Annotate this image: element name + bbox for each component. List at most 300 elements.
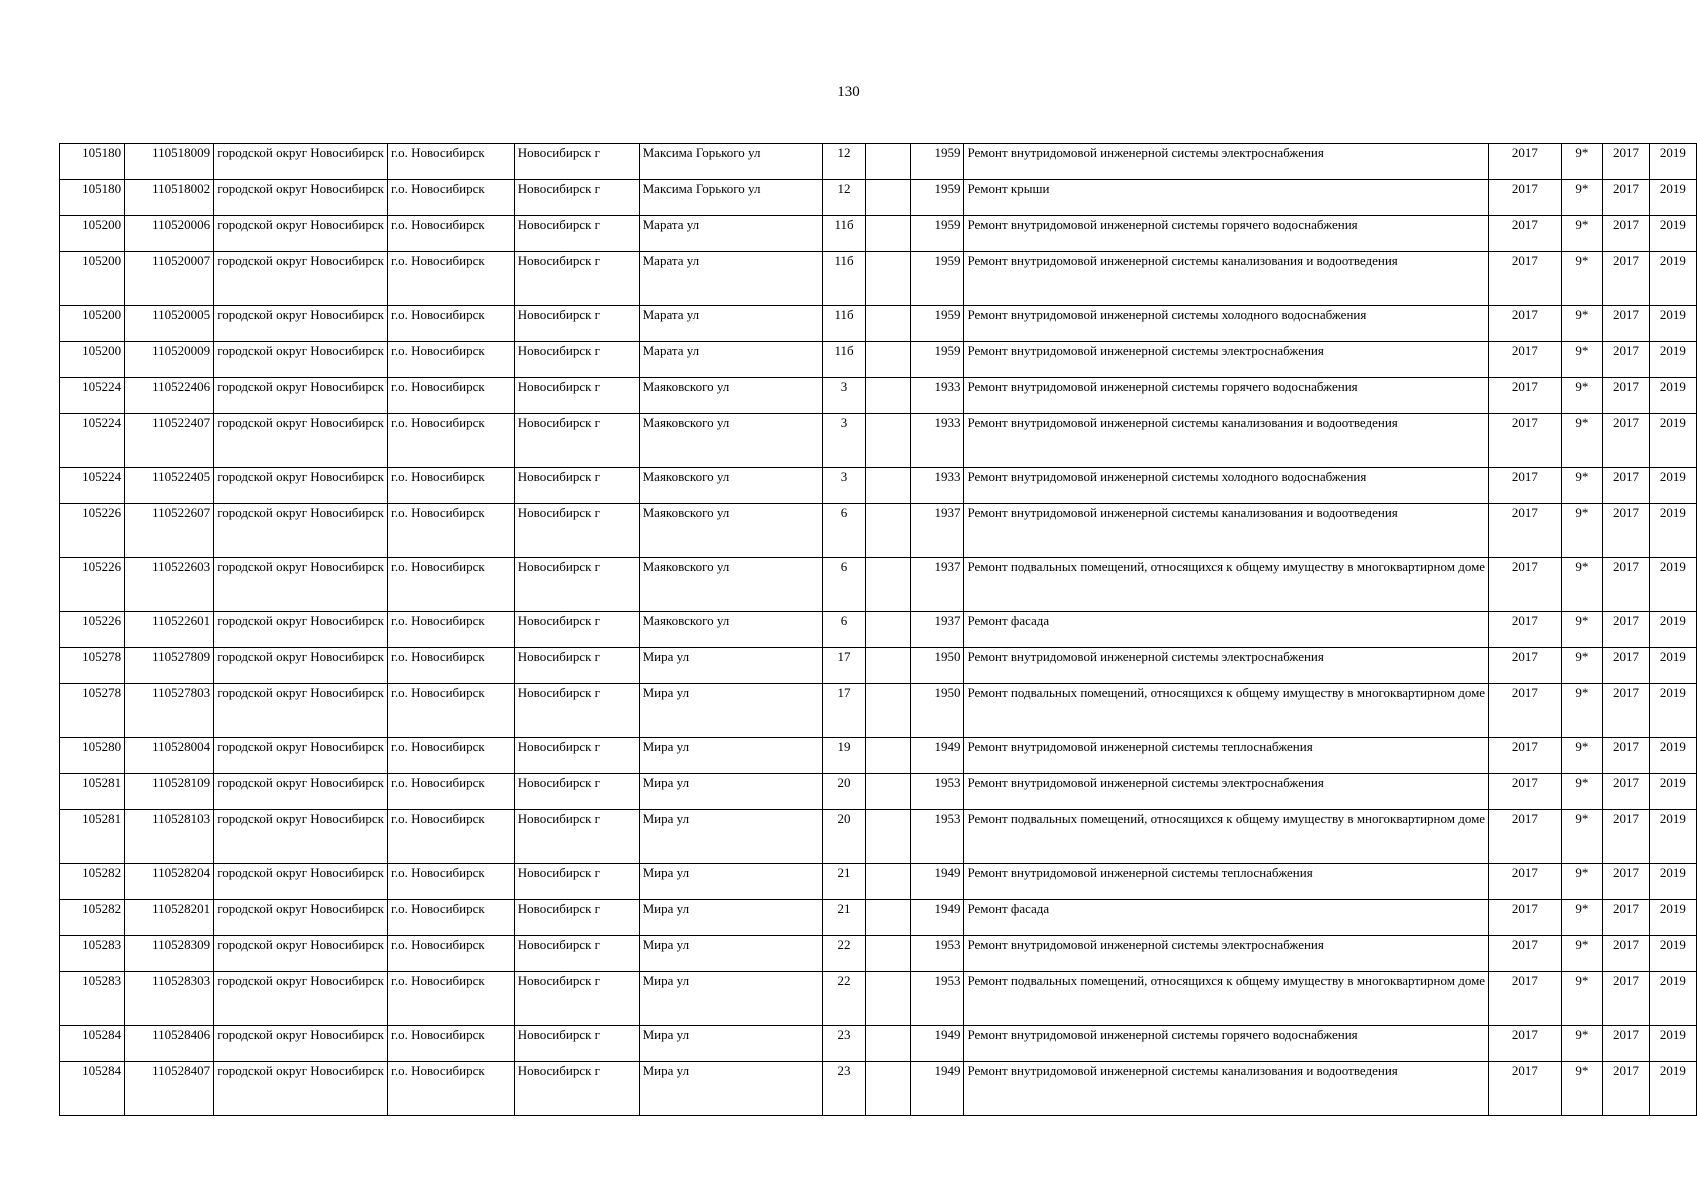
cell-end-year: 2019 bbox=[1649, 648, 1696, 684]
cell-start-year: 2017 bbox=[1603, 900, 1650, 936]
cell-district: г.о. Новосибирск bbox=[387, 558, 514, 612]
cell-district: г.о. Новосибирск bbox=[387, 1062, 514, 1116]
cell-locality: Новосибирск г bbox=[514, 684, 639, 738]
cell-locality: Новосибирск г bbox=[514, 504, 639, 558]
cell-start-year: 2017 bbox=[1603, 144, 1650, 180]
cell-end-year: 2019 bbox=[1649, 900, 1696, 936]
cell-code: 9* bbox=[1561, 378, 1603, 414]
cell-start-year: 2017 bbox=[1603, 342, 1650, 378]
cell-plan-year: 2017 bbox=[1489, 972, 1561, 1026]
cell-municipality: городской округ Новосибирск bbox=[214, 1026, 388, 1062]
cell-code: 9* bbox=[1561, 558, 1603, 612]
cell-street: Марата ул bbox=[639, 342, 822, 378]
cell-row-id: 105278 bbox=[60, 684, 125, 738]
cell-end-year: 2019 bbox=[1649, 810, 1696, 864]
cell-building bbox=[866, 252, 911, 306]
cell-start-year: 2017 bbox=[1603, 306, 1650, 342]
cell-street: Мира ул bbox=[639, 774, 822, 810]
cell-start-year: 2017 bbox=[1603, 738, 1650, 774]
cell-locality: Новосибирск г bbox=[514, 1062, 639, 1116]
cell-code: 9* bbox=[1561, 468, 1603, 504]
cell-work-id: 110522603 bbox=[125, 558, 214, 612]
cell-build-year: 1933 bbox=[911, 468, 964, 504]
cell-start-year: 2017 bbox=[1603, 684, 1650, 738]
page-number: 130 bbox=[837, 84, 860, 100]
cell-district: г.о. Новосибирск bbox=[387, 684, 514, 738]
cell-building bbox=[866, 468, 911, 504]
cell-row-id: 105224 bbox=[60, 414, 125, 468]
cell-district: г.о. Новосибирск bbox=[387, 378, 514, 414]
cell-code: 9* bbox=[1561, 1062, 1603, 1116]
cell-work-type: Ремонт внутридомовой инженерной системы электроснабжения bbox=[964, 144, 1489, 180]
cell-plan-year: 2017 bbox=[1489, 144, 1561, 180]
cell-code: 9* bbox=[1561, 414, 1603, 468]
table-row bbox=[60, 810, 1697, 864]
cell-building bbox=[866, 180, 911, 216]
cell-work-id: 110528406 bbox=[125, 1026, 214, 1062]
table-row bbox=[60, 180, 1697, 216]
cell-house-number: 21 bbox=[822, 900, 866, 936]
cell-work-id: 110520005 bbox=[125, 306, 214, 342]
cell-plan-year: 2017 bbox=[1489, 900, 1561, 936]
cell-district: г.о. Новосибирск bbox=[387, 810, 514, 864]
cell-locality: Новосибирск г bbox=[514, 648, 639, 684]
table-row bbox=[60, 648, 1697, 684]
cell-work-id: 110528407 bbox=[125, 1062, 214, 1116]
cell-plan-year: 2017 bbox=[1489, 306, 1561, 342]
cell-end-year: 2019 bbox=[1649, 414, 1696, 468]
cell-code: 9* bbox=[1561, 900, 1603, 936]
cell-row-id: 105226 bbox=[60, 612, 125, 648]
cell-locality: Новосибирск г bbox=[514, 864, 639, 900]
cell-work-type: Ремонт внутридомовой инженерной системы теплоснабжения bbox=[964, 864, 1489, 900]
cell-district: г.о. Новосибирск bbox=[387, 864, 514, 900]
table-body bbox=[60, 144, 1697, 1116]
table-row bbox=[60, 684, 1697, 738]
cell-code: 9* bbox=[1561, 864, 1603, 900]
cell-municipality: городской округ Новосибирск bbox=[214, 1062, 388, 1116]
cell-building bbox=[866, 774, 911, 810]
cell-municipality: городской округ Новосибирск bbox=[214, 972, 388, 1026]
table-row bbox=[60, 864, 1697, 900]
cell-plan-year: 2017 bbox=[1489, 180, 1561, 216]
cell-work-id: 110528109 bbox=[125, 774, 214, 810]
cell-end-year: 2019 bbox=[1649, 504, 1696, 558]
table-row bbox=[60, 900, 1697, 936]
cell-start-year: 2017 bbox=[1603, 558, 1650, 612]
cell-end-year: 2019 bbox=[1649, 144, 1696, 180]
cell-district: г.о. Новосибирск bbox=[387, 972, 514, 1026]
cell-row-id: 105226 bbox=[60, 504, 125, 558]
cell-work-type: Ремонт внутридомовой инженерной системы электроснабжения bbox=[964, 342, 1489, 378]
cell-code: 9* bbox=[1561, 648, 1603, 684]
cell-locality: Новосибирск г bbox=[514, 180, 639, 216]
cell-row-id: 105281 bbox=[60, 810, 125, 864]
cell-district: г.о. Новосибирск bbox=[387, 612, 514, 648]
cell-locality: Новосибирск г bbox=[514, 306, 639, 342]
table-row bbox=[60, 342, 1697, 378]
cell-start-year: 2017 bbox=[1603, 648, 1650, 684]
table-row bbox=[60, 972, 1697, 1026]
cell-building bbox=[866, 1062, 911, 1116]
cell-work-id: 110520007 bbox=[125, 252, 214, 306]
cell-work-type: Ремонт внутридомовой инженерной системы электроснабжения bbox=[964, 936, 1489, 972]
cell-street: Марата ул bbox=[639, 306, 822, 342]
cell-code: 9* bbox=[1561, 774, 1603, 810]
cell-locality: Новосибирск г bbox=[514, 144, 639, 180]
cell-street: Мира ул bbox=[639, 864, 822, 900]
cell-row-id: 105278 bbox=[60, 648, 125, 684]
cell-work-id: 110528004 bbox=[125, 738, 214, 774]
cell-work-type: Ремонт крыши bbox=[964, 180, 1489, 216]
table-row bbox=[60, 216, 1697, 252]
cell-district: г.о. Новосибирск bbox=[387, 1026, 514, 1062]
cell-code: 9* bbox=[1561, 342, 1603, 378]
cell-code: 9* bbox=[1561, 1026, 1603, 1062]
cell-municipality: городской округ Новосибирск bbox=[214, 936, 388, 972]
cell-locality: Новосибирск г bbox=[514, 468, 639, 504]
cell-work-id: 110528204 bbox=[125, 864, 214, 900]
cell-house-number: 22 bbox=[822, 972, 866, 1026]
cell-house-number: 11б bbox=[822, 306, 866, 342]
cell-plan-year: 2017 bbox=[1489, 612, 1561, 648]
cell-code: 9* bbox=[1561, 972, 1603, 1026]
cell-locality: Новосибирск г bbox=[514, 414, 639, 468]
cell-start-year: 2017 bbox=[1603, 972, 1650, 1026]
cell-end-year: 2019 bbox=[1649, 216, 1696, 252]
cell-street: Мира ул bbox=[639, 1062, 822, 1116]
cell-plan-year: 2017 bbox=[1489, 504, 1561, 558]
cell-build-year: 1959 bbox=[911, 252, 964, 306]
cell-municipality: городской округ Новосибирск bbox=[214, 612, 388, 648]
cell-street: Мира ул bbox=[639, 648, 822, 684]
cell-work-id: 110522607 bbox=[125, 504, 214, 558]
cell-build-year: 1949 bbox=[911, 1026, 964, 1062]
cell-build-year: 1933 bbox=[911, 414, 964, 468]
table-row bbox=[60, 612, 1697, 648]
cell-plan-year: 2017 bbox=[1489, 468, 1561, 504]
cell-house-number: 3 bbox=[822, 414, 866, 468]
cell-work-id: 110528201 bbox=[125, 900, 214, 936]
cell-start-year: 2017 bbox=[1603, 612, 1650, 648]
cell-build-year: 1953 bbox=[911, 972, 964, 1026]
cell-house-number: 3 bbox=[822, 468, 866, 504]
cell-work-id: 110528303 bbox=[125, 972, 214, 1026]
cell-street: Маяковского ул bbox=[639, 558, 822, 612]
cell-district: г.о. Новосибирск bbox=[387, 468, 514, 504]
cell-building bbox=[866, 648, 911, 684]
cell-row-id: 105282 bbox=[60, 864, 125, 900]
cell-row-id: 105282 bbox=[60, 900, 125, 936]
cell-district: г.о. Новосибирск bbox=[387, 900, 514, 936]
table-row bbox=[60, 1026, 1697, 1062]
cell-street: Маяковского ул bbox=[639, 378, 822, 414]
cell-municipality: городской округ Новосибирск bbox=[214, 864, 388, 900]
cell-building bbox=[866, 558, 911, 612]
cell-work-type: Ремонт фасада bbox=[964, 612, 1489, 648]
cell-house-number: 23 bbox=[822, 1062, 866, 1116]
cell-municipality: городской округ Новосибирск bbox=[214, 468, 388, 504]
cell-locality: Новосибирск г bbox=[514, 216, 639, 252]
cell-build-year: 1959 bbox=[911, 180, 964, 216]
cell-district: г.о. Новосибирск bbox=[387, 144, 514, 180]
cell-end-year: 2019 bbox=[1649, 306, 1696, 342]
cell-municipality: городской округ Новосибирск bbox=[214, 558, 388, 612]
cell-locality: Новосибирск г bbox=[514, 558, 639, 612]
cell-municipality: городской округ Новосибирск bbox=[214, 414, 388, 468]
cell-plan-year: 2017 bbox=[1489, 1026, 1561, 1062]
cell-build-year: 1953 bbox=[911, 774, 964, 810]
cell-code: 9* bbox=[1561, 810, 1603, 864]
cell-row-id: 105200 bbox=[60, 306, 125, 342]
table-row bbox=[60, 306, 1697, 342]
cell-municipality: городской округ Новосибирск bbox=[214, 216, 388, 252]
cell-work-type: Ремонт подвальных помещений, относящихся к общему имуществу в многоквартирном доме bbox=[964, 684, 1489, 738]
cell-house-number: 11б bbox=[822, 216, 866, 252]
cell-street: Мира ул bbox=[639, 900, 822, 936]
cell-work-type: Ремонт внутридомовой инженерной системы канализования и водоотведения bbox=[964, 414, 1489, 468]
cell-row-id: 105200 bbox=[60, 342, 125, 378]
cell-street: Максима Горького ул bbox=[639, 144, 822, 180]
cell-street: Мира ул bbox=[639, 810, 822, 864]
cell-street: Маяковского ул bbox=[639, 612, 822, 648]
cell-plan-year: 2017 bbox=[1489, 648, 1561, 684]
cell-end-year: 2019 bbox=[1649, 180, 1696, 216]
cell-start-year: 2017 bbox=[1603, 774, 1650, 810]
cell-end-year: 2019 bbox=[1649, 342, 1696, 378]
cell-work-id: 110522405 bbox=[125, 468, 214, 504]
cell-start-year: 2017 bbox=[1603, 414, 1650, 468]
cell-building bbox=[866, 342, 911, 378]
cell-house-number: 11б bbox=[822, 252, 866, 306]
cell-work-type: Ремонт подвальных помещений, относящихся к общему имуществу в многоквартирном доме bbox=[964, 558, 1489, 612]
cell-row-id: 105226 bbox=[60, 558, 125, 612]
cell-house-number: 20 bbox=[822, 810, 866, 864]
cell-house-number: 17 bbox=[822, 648, 866, 684]
cell-plan-year: 2017 bbox=[1489, 774, 1561, 810]
cell-municipality: городской округ Новосибирск bbox=[214, 648, 388, 684]
cell-work-id: 110520006 bbox=[125, 216, 214, 252]
cell-street: Мира ул bbox=[639, 684, 822, 738]
cell-plan-year: 2017 bbox=[1489, 414, 1561, 468]
cell-building bbox=[866, 378, 911, 414]
cell-building bbox=[866, 864, 911, 900]
cell-end-year: 2019 bbox=[1649, 378, 1696, 414]
cell-plan-year: 2017 bbox=[1489, 252, 1561, 306]
cell-row-id: 105284 bbox=[60, 1062, 125, 1116]
cell-house-number: 19 bbox=[822, 738, 866, 774]
table-row bbox=[60, 774, 1697, 810]
cell-work-type: Ремонт внутридомовой инженерной системы горячего водоснабжения bbox=[964, 1026, 1489, 1062]
cell-build-year: 1937 bbox=[911, 558, 964, 612]
cell-row-id: 105200 bbox=[60, 216, 125, 252]
cell-plan-year: 2017 bbox=[1489, 378, 1561, 414]
cell-locality: Новосибирск г bbox=[514, 900, 639, 936]
cell-plan-year: 2017 bbox=[1489, 936, 1561, 972]
cell-build-year: 1949 bbox=[911, 900, 964, 936]
cell-build-year: 1949 bbox=[911, 738, 964, 774]
cell-code: 9* bbox=[1561, 144, 1603, 180]
cell-start-year: 2017 bbox=[1603, 810, 1650, 864]
cell-district: г.о. Новосибирск bbox=[387, 342, 514, 378]
cell-end-year: 2019 bbox=[1649, 1026, 1696, 1062]
table-row bbox=[60, 738, 1697, 774]
cell-district: г.о. Новосибирск bbox=[387, 936, 514, 972]
cell-build-year: 1950 bbox=[911, 684, 964, 738]
cell-building bbox=[866, 684, 911, 738]
cell-house-number: 17 bbox=[822, 684, 866, 738]
cell-building bbox=[866, 936, 911, 972]
cell-work-type: Ремонт внутридомовой инженерной системы теплоснабжения bbox=[964, 738, 1489, 774]
cell-end-year: 2019 bbox=[1649, 864, 1696, 900]
cell-work-type: Ремонт внутридомовой инженерной системы канализования и водоотведения bbox=[964, 252, 1489, 306]
cell-build-year: 1933 bbox=[911, 378, 964, 414]
cell-start-year: 2017 bbox=[1603, 252, 1650, 306]
cell-row-id: 105180 bbox=[60, 144, 125, 180]
cell-municipality: городской округ Новосибирск bbox=[214, 504, 388, 558]
cell-work-type: Ремонт фасада bbox=[964, 900, 1489, 936]
cell-municipality: городской округ Новосибирск bbox=[214, 810, 388, 864]
cell-start-year: 2017 bbox=[1603, 1062, 1650, 1116]
cell-work-type: Ремонт внутридомовой инженерной системы горячего водоснабжения bbox=[964, 216, 1489, 252]
cell-district: г.о. Новосибирск bbox=[387, 504, 514, 558]
cell-municipality: городской округ Новосибирск bbox=[214, 738, 388, 774]
cell-work-type: Ремонт внутридомовой инженерной системы электроснабжения bbox=[964, 774, 1489, 810]
cell-work-id: 110527803 bbox=[125, 684, 214, 738]
cell-locality: Новосибирск г bbox=[514, 810, 639, 864]
cell-street: Марата ул bbox=[639, 216, 822, 252]
cell-house-number: 12 bbox=[822, 144, 866, 180]
cell-plan-year: 2017 bbox=[1489, 738, 1561, 774]
cell-start-year: 2017 bbox=[1603, 216, 1650, 252]
cell-district: г.о. Новосибирск bbox=[387, 414, 514, 468]
cell-work-id: 110522407 bbox=[125, 414, 214, 468]
cell-municipality: городской округ Новосибирск bbox=[214, 342, 388, 378]
cell-code: 9* bbox=[1561, 612, 1603, 648]
cell-district: г.о. Новосибирск bbox=[387, 738, 514, 774]
cell-build-year: 1937 bbox=[911, 612, 964, 648]
cell-locality: Новосибирск г bbox=[514, 936, 639, 972]
cell-street: Мира ул bbox=[639, 936, 822, 972]
cell-locality: Новосибирск г bbox=[514, 378, 639, 414]
cell-build-year: 1949 bbox=[911, 864, 964, 900]
cell-street: Мира ул bbox=[639, 738, 822, 774]
table-row bbox=[60, 468, 1697, 504]
cell-municipality: городской округ Новосибирск bbox=[214, 144, 388, 180]
cell-code: 9* bbox=[1561, 180, 1603, 216]
cell-work-type: Ремонт подвальных помещений, относящихся к общему имуществу в многоквартирном доме bbox=[964, 810, 1489, 864]
cell-plan-year: 2017 bbox=[1489, 864, 1561, 900]
cell-code: 9* bbox=[1561, 936, 1603, 972]
cell-house-number: 3 bbox=[822, 378, 866, 414]
cell-district: г.о. Новосибирск bbox=[387, 648, 514, 684]
cell-code: 9* bbox=[1561, 738, 1603, 774]
cell-plan-year: 2017 bbox=[1489, 558, 1561, 612]
cell-end-year: 2019 bbox=[1649, 252, 1696, 306]
cell-start-year: 2017 bbox=[1603, 468, 1650, 504]
cell-start-year: 2017 bbox=[1603, 378, 1650, 414]
cell-municipality: городской округ Новосибирск bbox=[214, 774, 388, 810]
cell-work-type: Ремонт внутридомовой инженерной системы канализования и водоотведения bbox=[964, 504, 1489, 558]
cell-house-number: 20 bbox=[822, 774, 866, 810]
cell-work-id: 110522406 bbox=[125, 378, 214, 414]
table-row bbox=[60, 144, 1697, 180]
cell-code: 9* bbox=[1561, 684, 1603, 738]
cell-building bbox=[866, 612, 911, 648]
cell-start-year: 2017 bbox=[1603, 504, 1650, 558]
cell-end-year: 2019 bbox=[1649, 684, 1696, 738]
cell-building bbox=[866, 144, 911, 180]
cell-locality: Новосибирск г bbox=[514, 252, 639, 306]
cell-locality: Новосибирск г bbox=[514, 738, 639, 774]
cell-work-id: 110518002 bbox=[125, 180, 214, 216]
cell-locality: Новосибирск г bbox=[514, 1026, 639, 1062]
table-row bbox=[60, 378, 1697, 414]
cell-street: Марата ул bbox=[639, 252, 822, 306]
cell-work-id: 110528103 bbox=[125, 810, 214, 864]
cell-district: г.о. Новосибирск bbox=[387, 774, 514, 810]
cell-street: Максима Горького ул bbox=[639, 180, 822, 216]
table-row bbox=[60, 936, 1697, 972]
cell-work-id: 110520009 bbox=[125, 342, 214, 378]
cell-end-year: 2019 bbox=[1649, 972, 1696, 1026]
cell-start-year: 2017 bbox=[1603, 936, 1650, 972]
cell-build-year: 1959 bbox=[911, 342, 964, 378]
cell-end-year: 2019 bbox=[1649, 612, 1696, 648]
cell-municipality: городской округ Новосибирск bbox=[214, 252, 388, 306]
cell-house-number: 21 bbox=[822, 864, 866, 900]
cell-end-year: 2019 bbox=[1649, 738, 1696, 774]
repair-schedule-table bbox=[59, 143, 1697, 1116]
cell-district: г.о. Новосибирск bbox=[387, 252, 514, 306]
cell-build-year: 1953 bbox=[911, 810, 964, 864]
cell-end-year: 2019 bbox=[1649, 936, 1696, 972]
cell-code: 9* bbox=[1561, 252, 1603, 306]
cell-house-number: 6 bbox=[822, 558, 866, 612]
cell-code: 9* bbox=[1561, 216, 1603, 252]
cell-build-year: 1950 bbox=[911, 648, 964, 684]
cell-house-number: 23 bbox=[822, 1026, 866, 1062]
cell-building bbox=[866, 414, 911, 468]
cell-build-year: 1959 bbox=[911, 216, 964, 252]
table-row bbox=[60, 504, 1697, 558]
cell-street: Маяковского ул bbox=[639, 468, 822, 504]
cell-row-id: 105200 bbox=[60, 252, 125, 306]
table-row bbox=[60, 252, 1697, 306]
cell-work-type: Ремонт внутридомовой инженерной системы канализования и водоотведения bbox=[964, 1062, 1489, 1116]
cell-locality: Новосибирск г bbox=[514, 774, 639, 810]
cell-work-id: 110518009 bbox=[125, 144, 214, 180]
cell-build-year: 1953 bbox=[911, 936, 964, 972]
cell-building bbox=[866, 972, 911, 1026]
cell-locality: Новосибирск г bbox=[514, 972, 639, 1026]
cell-municipality: городской округ Новосибирск bbox=[214, 180, 388, 216]
cell-work-type: Ремонт внутридомовой инженерной системы холодного водоснабжения bbox=[964, 468, 1489, 504]
cell-end-year: 2019 bbox=[1649, 1062, 1696, 1116]
cell-build-year: 1937 bbox=[911, 504, 964, 558]
cell-work-id: 110522601 bbox=[125, 612, 214, 648]
table-row bbox=[60, 414, 1697, 468]
cell-municipality: городской округ Новосибирск bbox=[214, 900, 388, 936]
cell-work-id: 110527809 bbox=[125, 648, 214, 684]
cell-locality: Новосибирск г bbox=[514, 342, 639, 378]
cell-district: г.о. Новосибирск bbox=[387, 180, 514, 216]
cell-code: 9* bbox=[1561, 504, 1603, 558]
cell-plan-year: 2017 bbox=[1489, 1062, 1561, 1116]
cell-end-year: 2019 bbox=[1649, 468, 1696, 504]
cell-work-type: Ремонт подвальных помещений, относящихся к общему имуществу в многоквартирном доме bbox=[964, 972, 1489, 1026]
cell-work-type: Ремонт внутридомовой инженерной системы электроснабжения bbox=[964, 648, 1489, 684]
